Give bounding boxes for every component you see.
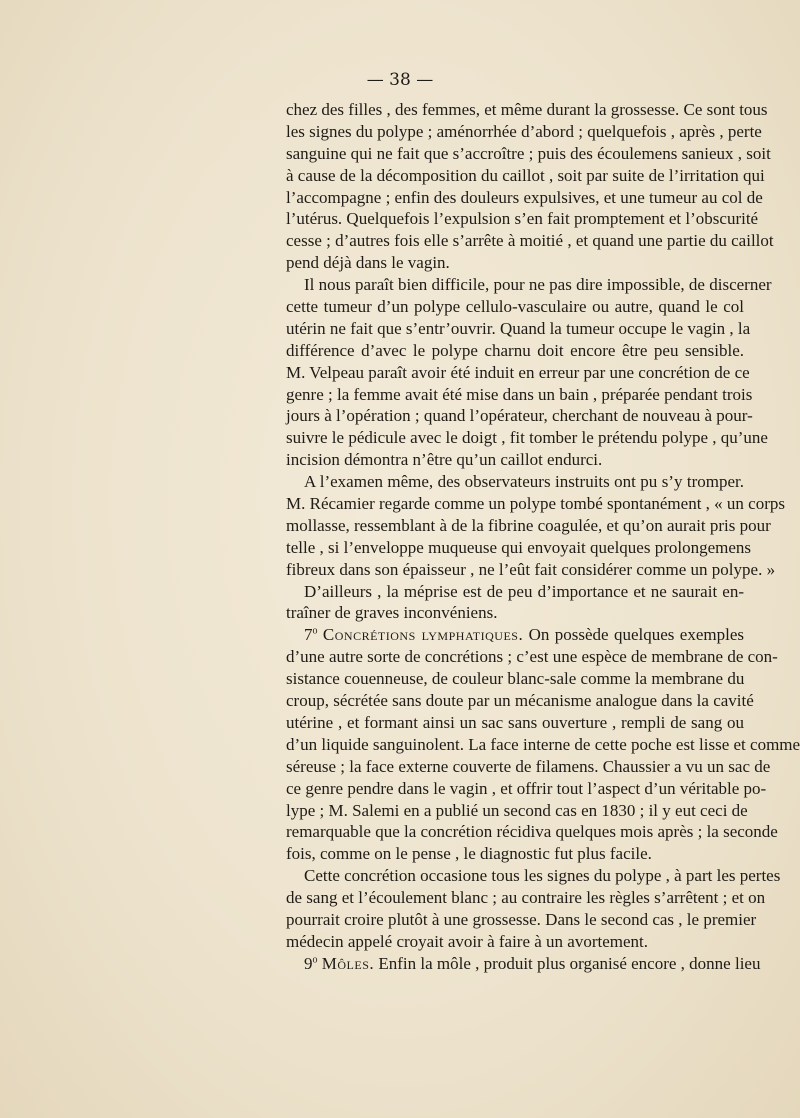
text-line: chez des filles , des femmes, et même durant la grossesse. Ce sont tous [286, 100, 768, 119]
section-heading-line [286, 953, 761, 975]
ordinal-mark: o [312, 625, 318, 637]
text-line: D’ailleurs , la méprise est de peu d’importance et ne saurait en- [304, 581, 744, 601]
text-line: d’une autre sorte de concrétions ; c’est une espèce de membrane de con- [286, 647, 778, 667]
text-line: Cette concrétion occasione tous les signes du polype , à part les pertes [304, 866, 781, 886]
text-line: utérine , et formant ainsi un sac sans ouverture , rempli de sang ou [286, 712, 744, 732]
text-line: suivre le pédicule avec le doigt , fit tomber le prétendu polype , qu’une [286, 428, 768, 448]
text-line: fois, comme on le pense , le diagnostic fut plus facile. [286, 844, 652, 864]
section-number: 9 [304, 953, 313, 973]
text-line: séreuse ; la face externe couverte de filamens. Chaussier a vu un sac de [286, 756, 771, 776]
text-line: fibreux dans son épaisseur , ne l’eût fait considérer comme un polype. » [286, 559, 776, 579]
text-line: de sang et l’écoulement blanc ; au contraire les règles s’arrêtent ; et on [286, 888, 766, 908]
text-line: mollasse, ressemblant à de la fibrine coagulée, et qu’on aurait pris pour [286, 515, 771, 535]
text-line: cesse ; d’autres fois elle s’arrête à moitié , et quand une partie du caillot [286, 231, 774, 251]
text-line: ce genre pendre dans le vagin , et offrir tout l’aspect d’un véritable po- [286, 778, 767, 798]
text-line: sanguine qui ne fait que s’accroître ; puis des écoulemens sanieux , soit [286, 143, 771, 163]
text-line: l’utérus. Quelquefois l’expulsion s’en fait promptement et l’obscurité [286, 209, 759, 229]
text-line: médecin appelé croyait avoir à faire à un avortement. [286, 931, 649, 951]
text-line: pend déjà dans le vagin. [286, 253, 450, 273]
text-line: les signes du polype ; aménorrhée d’abord ; quelquefois , après , perte [286, 121, 762, 141]
text-line: A l’examen même, des observateurs instruits ont pu s’y tromper. [304, 472, 744, 492]
text-line: M. Récamier regarde comme un polype tombé spontanément , « un corps [286, 494, 785, 514]
text-line: à cause de la décomposition du caillot , soit par suite de l’irritation qui [286, 165, 765, 185]
page-number: — 38 — [366, 70, 434, 90]
body-text [286, 99, 800, 975]
section-text: On possède quelques exemples [523, 625, 745, 645]
text-line: croup, sécrétée sans doute par un mécanisme analogue dans la cavité [286, 691, 754, 711]
section-text: Enfin la môle , produit plus organisé encore , donne lieu [374, 953, 761, 973]
text-line: remarquable que la concrétion récidiva quelques mois après ; la seconde [286, 822, 778, 842]
text-line: utérin ne fait que s’entr’ouvrir. Quand la tumeur occupe le vagin , la [286, 318, 751, 338]
text-line: différence d’avec le polype charnu doit encore être peu sensible. [286, 340, 744, 360]
text-line: sistance couenneuse, de couleur blanc-sale comme la membrane du [286, 669, 745, 689]
text-line: l’accompagne ; enfin des douleurs expulsives, et une tumeur au col de [286, 187, 763, 207]
text-line: cette tumeur d’un polype cellulo-vasculaire ou autre, quand le col [286, 297, 744, 317]
text-line: traîner de graves inconvéniens. [286, 603, 498, 623]
text-line: genre ; la femme avait été mise dans un bain , préparée pendant trois [286, 384, 753, 404]
section-title: Concrétions lymphatiques. [322, 625, 524, 645]
text-line: M. Velpeau paraît avoir été induit en erreur par une concrétion de ce [286, 362, 750, 382]
ordinal-mark: o [312, 954, 318, 966]
text-line: jours à l’opération ; quand l’opérateur, cherchant de nouveau à pour- [286, 406, 753, 426]
text-line: telle , si l’enveloppe muqueuse qui envoyait quelques prolongemens [286, 537, 752, 557]
section-heading-line [286, 624, 744, 646]
text-line: Il nous paraît bien difficile, pour ne pas dire impossible, de discerner [304, 275, 772, 295]
text-line: d’un liquide sanguinolent. La face interne de cette poche est lisse et comme [286, 734, 800, 754]
section-number: 7 [304, 625, 313, 645]
text-line: lype ; M. Salemi en a publié un second cas en 1830 ; il y eut ceci de [286, 800, 748, 820]
text-line: incision démontra n’être qu’un caillot endurci. [286, 450, 603, 470]
section-title: Môles. [321, 953, 375, 973]
text-line: pourrait croire plutôt à une grossesse. Dans le second cas , le premier [286, 909, 757, 929]
